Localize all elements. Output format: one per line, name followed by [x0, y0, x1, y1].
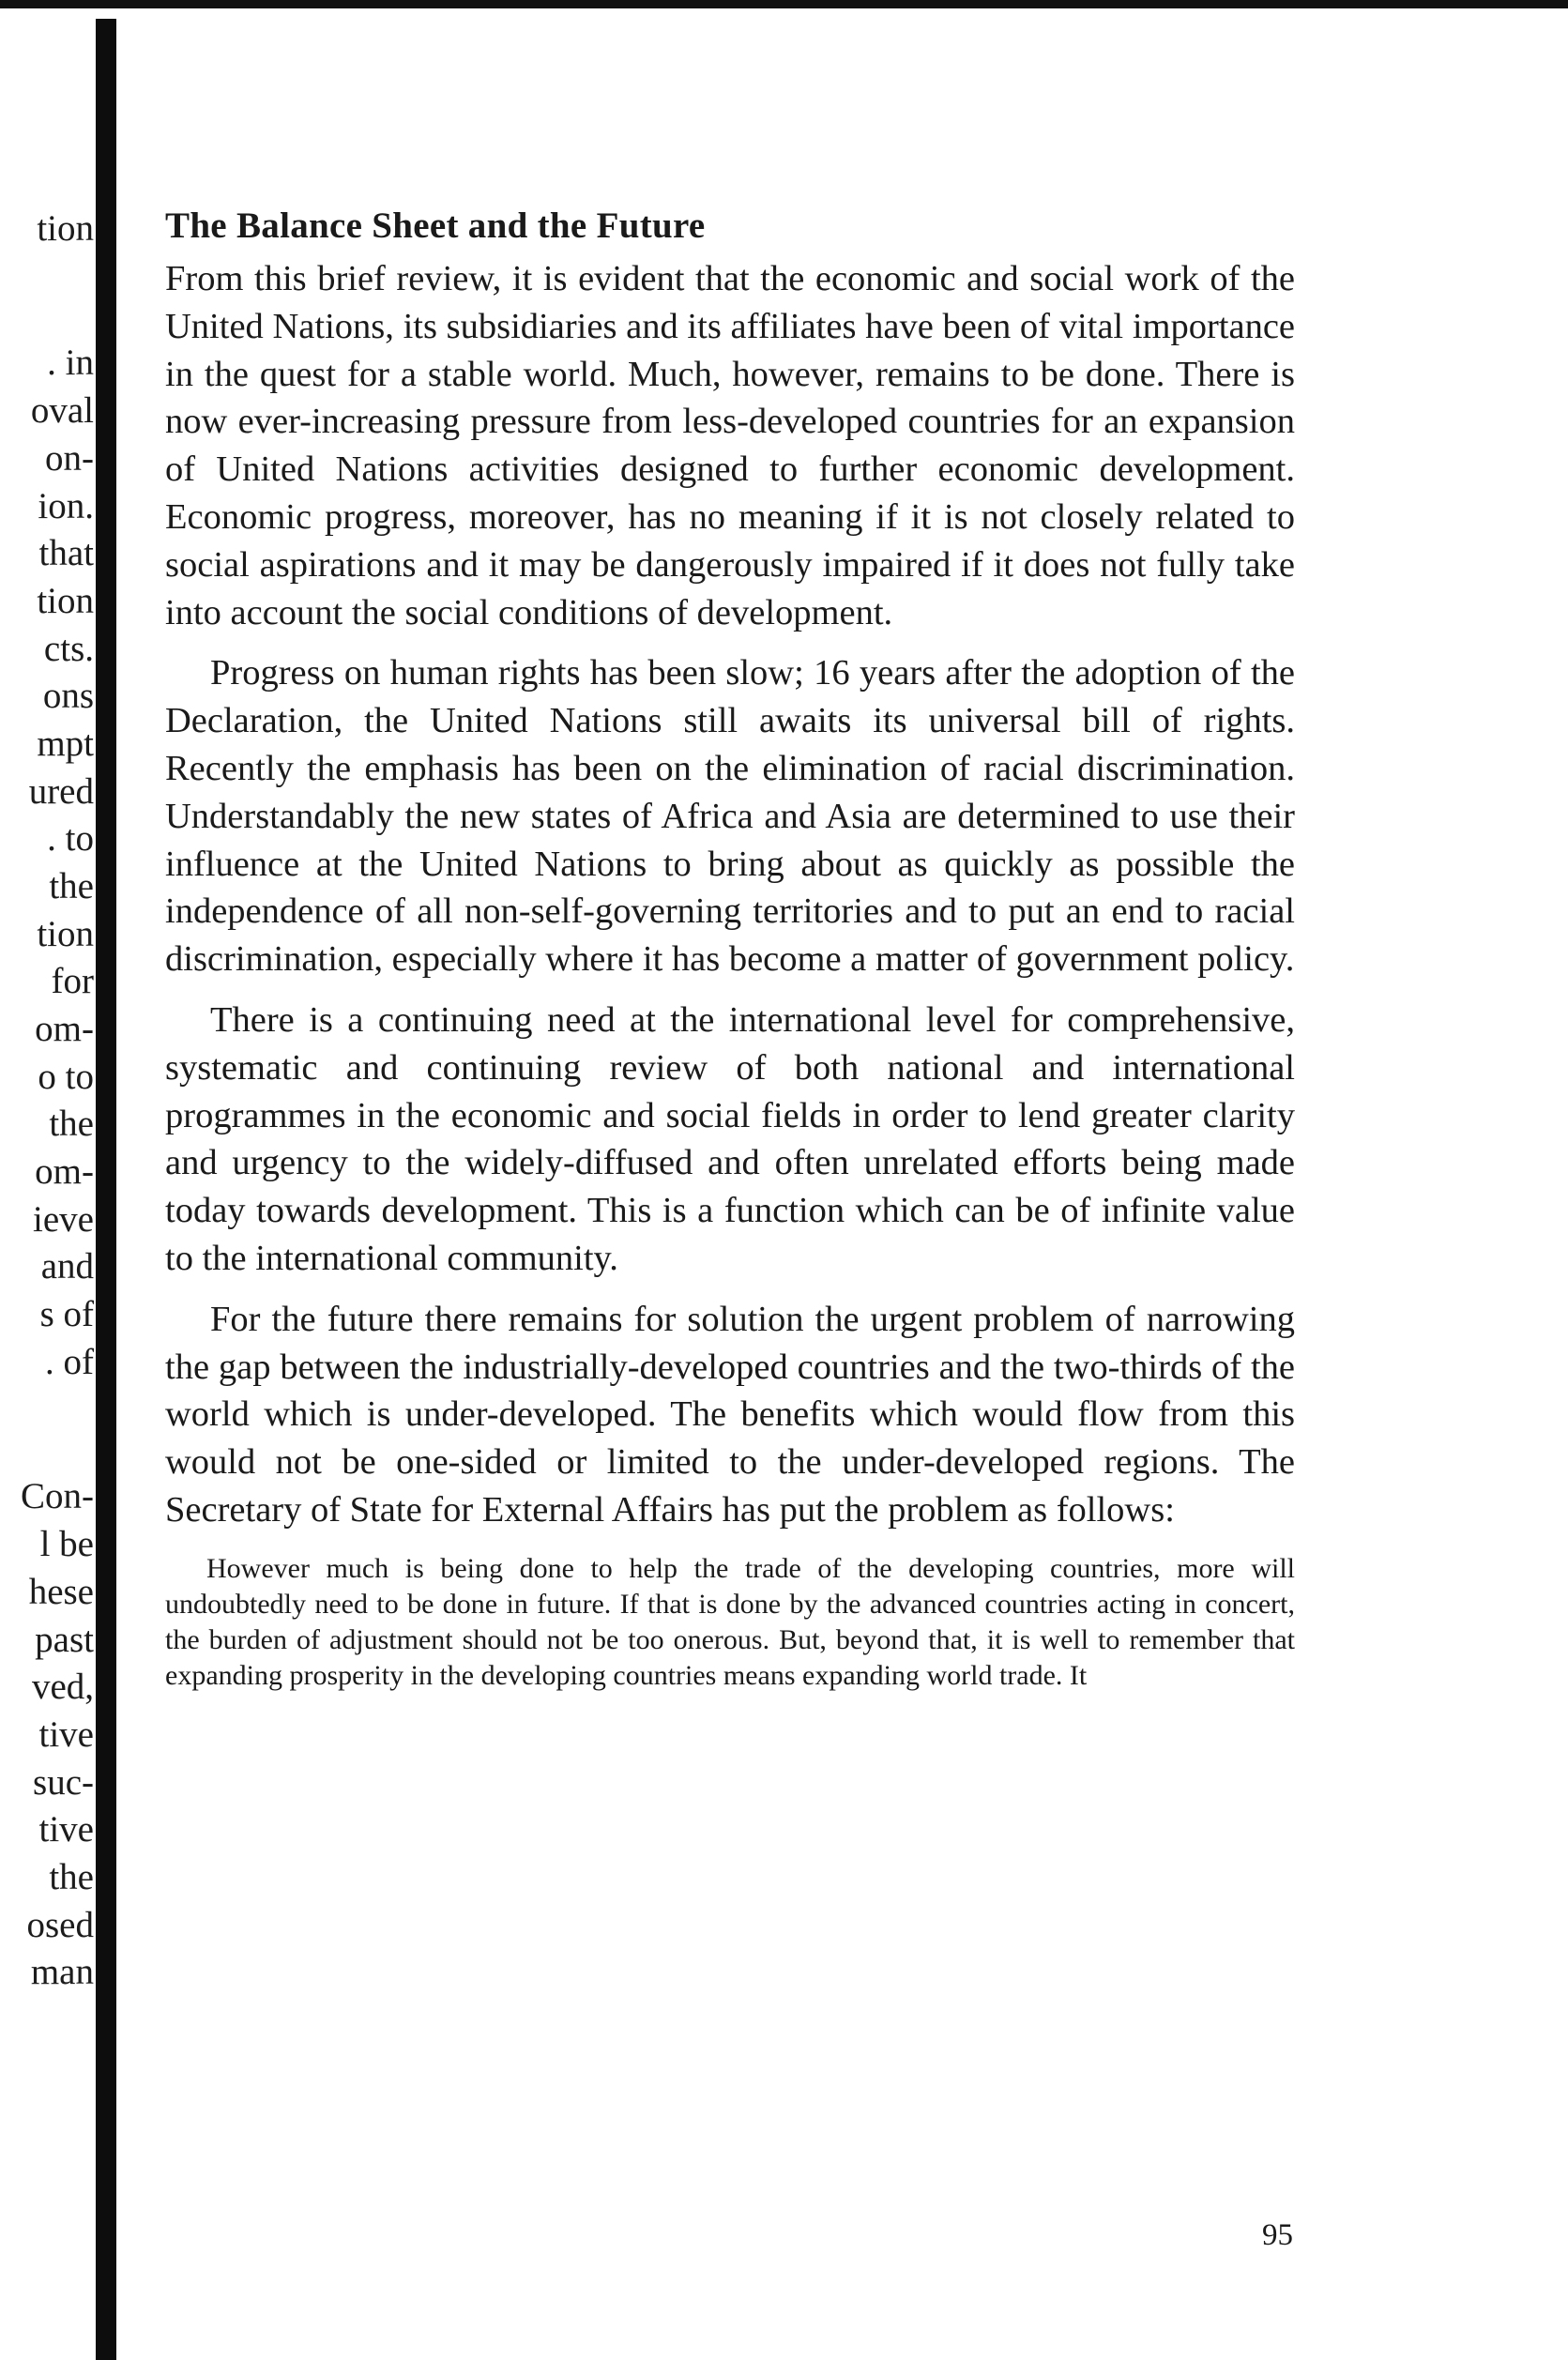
- prev-line: osed: [26, 1905, 94, 1945]
- prev-line: the: [49, 866, 94, 906]
- prev-line: tion: [37, 914, 94, 954]
- prev-line: om-: [35, 1009, 94, 1049]
- page-number: 95: [1262, 2218, 1293, 2252]
- section-heading: The Balance Sheet and the Future: [165, 206, 706, 246]
- prev-line: and: [40, 1246, 94, 1287]
- paragraph: There is a continuing need at the international level for comprehensive, systematic and continuing review of both national and international programmes in the economic and social fields in order to lend greater clarity and urgency to the widely-diffused and often unrelated efforts being made today towards development. This is a function which can be of infinite value to the international community.: [165, 999, 1295, 1278]
- prev-line: tion: [37, 581, 94, 621]
- prev-line: for: [51, 961, 94, 1001]
- prev-line: . to: [47, 818, 94, 859]
- paragraph: From this brief review, it is evident that the economic and social work of the United Nations, its subsidiaries and its affiliates have been of vital importance in the quest for a stable world. Much, however, remains to be done. There is now ever-increasing pressure from less-developed countries for an expansion of United Nations activities designed to further economic development. Economic progress, moreover, has no meaning if it is not closely related to social aspirations and it may be dangerously impaired if it does not fully take into account the social conditions of development.: [165, 259, 1295, 632]
- prev-line: ieve: [33, 1199, 94, 1240]
- prev-line: ured: [28, 771, 94, 812]
- prev-line: on-: [45, 438, 94, 479]
- prev-line: l be: [39, 1524, 94, 1564]
- previous-page-fragment: [0, 0, 94, 2360]
- prev-line: . in: [47, 343, 94, 383]
- prev-line: the: [49, 1857, 94, 1897]
- prev-line: man: [30, 1952, 94, 1992]
- prev-line: tive: [38, 1809, 94, 1850]
- prev-line: past: [35, 1620, 94, 1660]
- prev-line: . of: [45, 1342, 94, 1382]
- prev-line: the: [49, 1104, 94, 1144]
- prev-line: om-: [35, 1151, 94, 1192]
- prev-line: ons: [42, 676, 94, 716]
- prev-line: mpt: [37, 723, 94, 764]
- prev-line: that: [38, 533, 94, 573]
- prev-line: oval: [30, 390, 94, 431]
- prev-line: o to: [38, 1057, 94, 1097]
- prev-line: tive: [38, 1714, 94, 1755]
- prev-line: hese: [28, 1572, 94, 1612]
- prev-line: ved,: [31, 1667, 94, 1707]
- prev-line: s of: [39, 1294, 94, 1334]
- prev-line: ion.: [38, 486, 94, 526]
- prev-line: tion: [37, 208, 94, 249]
- prev-line: Con-: [21, 1476, 94, 1516]
- book-gutter: [96, 19, 116, 2360]
- block-quote: However much is being done to help the trade of the developing countries, more will undoubtedly need to be done in future. If that is done by the advanced countries acting in concert, the burden of adjustment should not be too onerous. But, beyond that, it is well to remember that expanding prosperity in the developing countries means expanding world trade. It: [165, 1552, 1295, 1691]
- paragraph: For the future there remains for solution the urgent problem of narrowing the gap between the industrially-developed countries and the two-thirds of the world which is under-developed. The benefits which would flow from this would not be one-sided or limited to the under-developed regions. The Secretary of State for External Affairs has put the problem as follows:: [165, 1299, 1295, 1530]
- paragraph: Progress on human rights has been slow; 16 years after the adoption of the Declaration, the United Nations still awaits its universal bill of rights. Recently the emphasis has been on the elimination of racial discrimination. Understandably the new states of Africa and Asia are determined to use their influence at the United Nations to bring about as quickly as possible the independence of all non-self-governing territories and to put an end to racial discrimination, especially where it has become a matter of government policy.: [165, 653, 1295, 980]
- scan-top-edge: [0, 0, 1568, 8]
- prev-line: suc-: [33, 1762, 94, 1803]
- page-body: [165, 199, 1295, 1694]
- prev-line: cts.: [43, 629, 94, 669]
